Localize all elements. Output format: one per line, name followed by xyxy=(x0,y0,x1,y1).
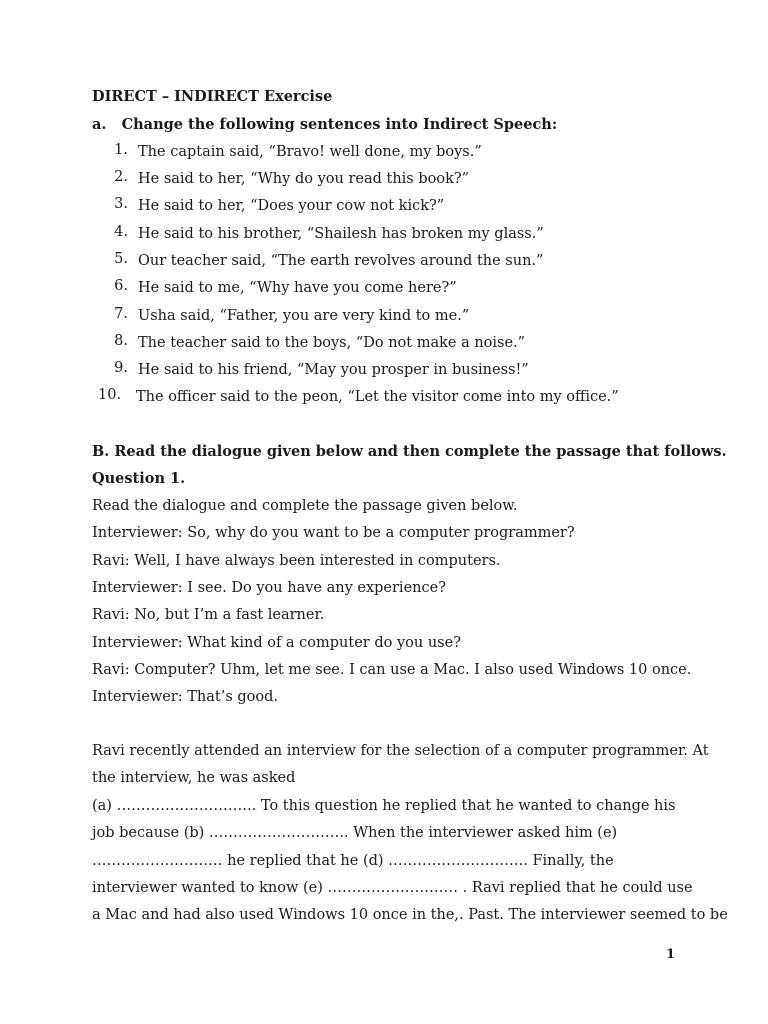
section-b-heading: B. Read the dialogue given below and then complete the passage that follows. xyxy=(92,443,727,460)
item-number: 6. xyxy=(114,278,128,294)
item-text: The teacher said to the boys, “Do not make a noise.” xyxy=(138,335,526,351)
item-number: 5. xyxy=(114,251,128,267)
passage-line: interviewer wanted to know (e) ……………………… . Ravi replied that he could use xyxy=(92,880,693,896)
dialogue-line: Ravi: Well, I have always been interested in computers. xyxy=(92,553,501,569)
item-text: Usha said, “Father, you are very kind to me.” xyxy=(138,308,470,324)
item-text: He said to her, “Why do you read this book?” xyxy=(138,171,470,187)
passage-line: the interview, he was asked xyxy=(92,770,296,786)
page-number: 1 xyxy=(666,947,676,962)
instruction-text: Read the dialogue and complete the passage given below. xyxy=(92,498,518,514)
item-text: He said to me, “Why have you come here?” xyxy=(138,280,457,296)
item-number: 9. xyxy=(114,360,128,376)
item-text: He said to her, “Does your cow not kick?” xyxy=(138,198,445,214)
section-a-heading: a. Change the following sentences into Indirect Speech: xyxy=(92,116,558,133)
item-text: He said to his friend, “May you prosper in business!” xyxy=(138,362,529,378)
item-number: 7. xyxy=(114,306,128,322)
passage-line: ……………………… he replied that he (d) ……………………….. Finally, the xyxy=(92,853,614,869)
item-number: 8. xyxy=(114,333,128,349)
item-text: The officer said to the peon, “Let the visitor come into my office.” xyxy=(136,389,619,405)
passage-line: (a) ……………………….. To this question he replied that he wanted to change his xyxy=(92,798,676,814)
item-text: Our teacher said, “The earth revolves around the sun.” xyxy=(138,253,544,269)
dialogue-line: Interviewer: So, why do you want to be a computer programmer? xyxy=(92,525,575,541)
dialogue-line: Ravi: No, but I’m a fast learner. xyxy=(92,607,325,623)
item-number: 2. xyxy=(114,169,128,185)
item-number: 10. xyxy=(98,387,122,403)
item-number: 3. xyxy=(114,196,128,212)
item-text: He said to his brother, “Shailesh has broken my glass.” xyxy=(138,226,544,242)
question-label: Question 1. xyxy=(92,470,186,487)
item-number: 1. xyxy=(114,142,128,158)
dialogue-line: Interviewer: What kind of a computer do you use? xyxy=(92,635,461,651)
dialogue-line: Ravi: Computer? Uhm, let me see. I can use a Mac. I also used Windows 10 once. xyxy=(92,662,692,678)
document-title: DIRECT – INDIRECT Exercise xyxy=(92,88,333,105)
passage-line: Ravi recently attended an interview for the selection of a computer programmer. At xyxy=(92,743,709,759)
dialogue-line: Interviewer: That’s good. xyxy=(92,689,279,705)
dialogue-line: Interviewer: I see. Do you have any experience? xyxy=(92,580,446,596)
passage-line: a Mac and had also used Windows 10 once in the,. Past. The interviewer seemed to be xyxy=(92,907,728,923)
item-number: 4. xyxy=(114,224,128,240)
item-text: The captain said, “Bravo! well done, my boys.” xyxy=(138,144,482,160)
passage-line: job because (b) ……………………….. When the interviewer asked him (e) xyxy=(92,825,618,841)
